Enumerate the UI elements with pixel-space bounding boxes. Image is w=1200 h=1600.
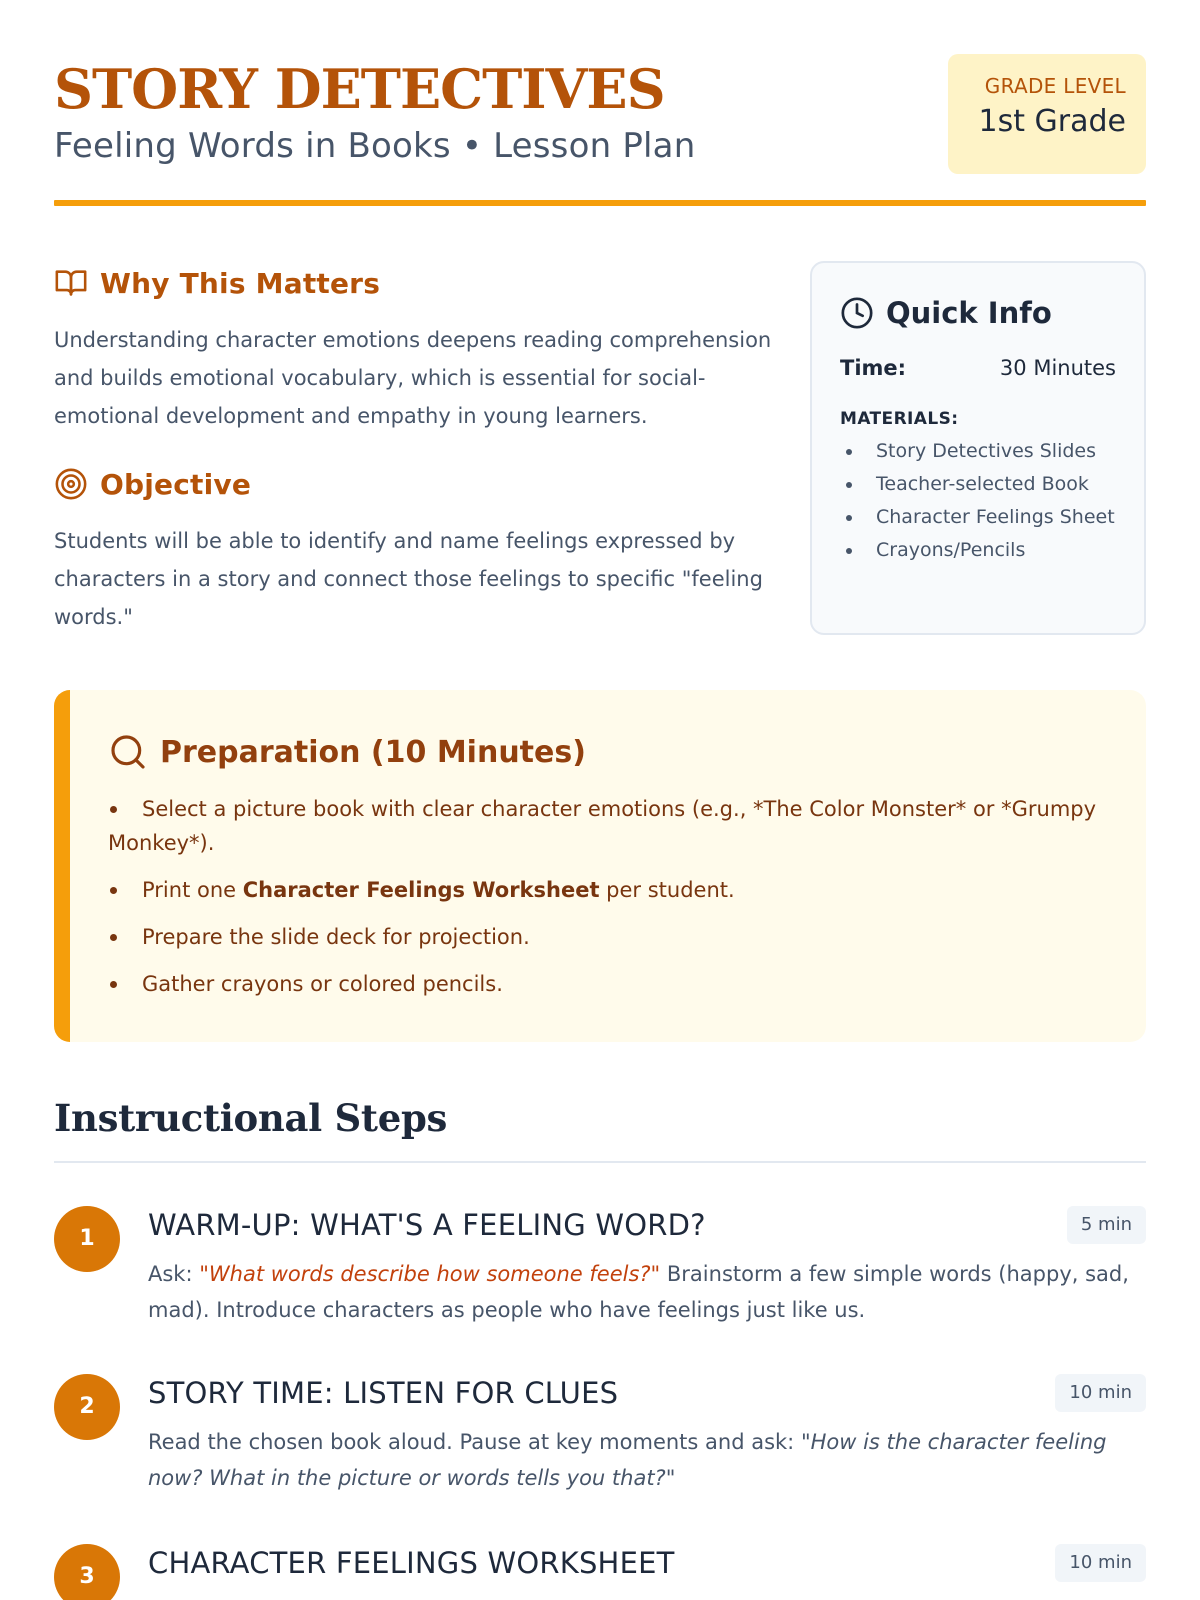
instructional-steps-divider	[54, 1161, 1146, 1163]
step-duration-badge: 5 min	[1067, 1206, 1146, 1244]
objective-section	[54, 464, 774, 636]
step-title: STORY TIME: LISTEN FOR CLUES	[148, 1376, 619, 1410]
instructional-steps-title: Instructional Steps	[54, 1096, 448, 1140]
why-this-matters-title: Why This Matters	[100, 266, 381, 300]
worksheet-name: Character Feelings Worksheet	[242, 878, 600, 902]
step-text: Read the chosen book aloud. Pause at key moments and ask:	[148, 1430, 801, 1454]
step-description	[148, 1256, 1148, 1328]
quick-info-title: Quick Info	[886, 296, 1052, 330]
step-text: Ask:	[148, 1262, 200, 1286]
quick-info-heading	[840, 291, 1116, 335]
step-quote: "How is the character feeling now? What in the picture or words tells you that?"	[148, 1430, 1107, 1490]
objective-text: Students will be able to identify and name feelings expressed by characters in a story and connect those feelings to specific "feeling words."	[54, 529, 763, 629]
why-this-matters-heading	[54, 263, 774, 303]
clock-icon	[840, 296, 874, 330]
lesson-plan-page	[54, 0, 1146, 1600]
grade-level-label: GRADE LEVEL	[984, 74, 1126, 98]
step-number-badge: 3	[54, 1544, 120, 1600]
step-duration-badge: 10 min	[1055, 1544, 1146, 1582]
header-divider	[54, 200, 1146, 206]
step-description	[148, 1424, 1148, 1496]
step-duration-badge: 10 min	[1055, 1374, 1146, 1412]
list-item: Teacher-selected Book	[840, 468, 1116, 501]
search-icon	[108, 732, 148, 772]
step-text: Brainstorm a few simple words (happy, sad, mad). Introduce characters as people who have feelings just like us.	[148, 1262, 1129, 1322]
page-title: STORY DETECTIVES	[54, 57, 665, 121]
step-quote: "What words describe how someone feels?"	[199, 1262, 661, 1286]
list-item: Gather crayons or colored pencils.	[108, 967, 1108, 1001]
time-value: 30 Minutes	[999, 356, 1116, 380]
step-number-badge: 1	[54, 1206, 120, 1272]
target-icon	[54, 467, 88, 501]
preparation-title: Preparation (10 Minutes)	[160, 734, 586, 770]
time-label: Time:	[840, 356, 907, 380]
quick-info-card	[810, 261, 1146, 635]
page-subtitle: Feeling Words in Books • Lesson Plan	[54, 126, 696, 166]
preparation-list	[108, 792, 1108, 1001]
list-item: Select a picture book with clear character emotions (e.g., *The Color Monster* or *Grumpy Monkey*).	[108, 792, 1108, 860]
time-row	[840, 353, 1116, 383]
grade-level-value: 1st Grade	[978, 104, 1126, 139]
materials-list	[840, 435, 1116, 567]
step-title: WARM-UP: WHAT'S A FEELING WORD?	[148, 1208, 706, 1242]
objective-heading	[54, 464, 774, 504]
step-title: CHARACTER FEELINGS WORKSHEET	[148, 1546, 675, 1580]
list-item: Story Detectives Slides	[840, 435, 1116, 468]
prep-item-text: per student.	[599, 878, 735, 902]
header	[54, 52, 1146, 208]
book-open-icon	[54, 266, 88, 300]
preparation-section	[54, 690, 1146, 1042]
preparation-heading	[108, 730, 1108, 774]
grade-level-badge	[948, 54, 1146, 174]
list-item: Crayons/Pencils	[840, 534, 1116, 567]
list-item: Prepare the slide deck for projection.	[108, 920, 1108, 954]
step-number-badge: 2	[54, 1374, 120, 1440]
prep-item-text: Print one	[142, 878, 243, 902]
materials-label: MATERIALS:	[840, 409, 959, 429]
list-item: Character Feelings Sheet	[840, 501, 1116, 534]
objective-title: Objective	[100, 467, 252, 501]
preparation-accent-bar	[54, 690, 70, 1042]
why-this-matters-section	[54, 263, 774, 435]
list-item	[108, 873, 1108, 907]
why-this-matters-text: Understanding character emotions deepens reading comprehension and builds emotional vocabulary, which is essential for social-emotional development and empathy in young learners.	[54, 328, 772, 428]
